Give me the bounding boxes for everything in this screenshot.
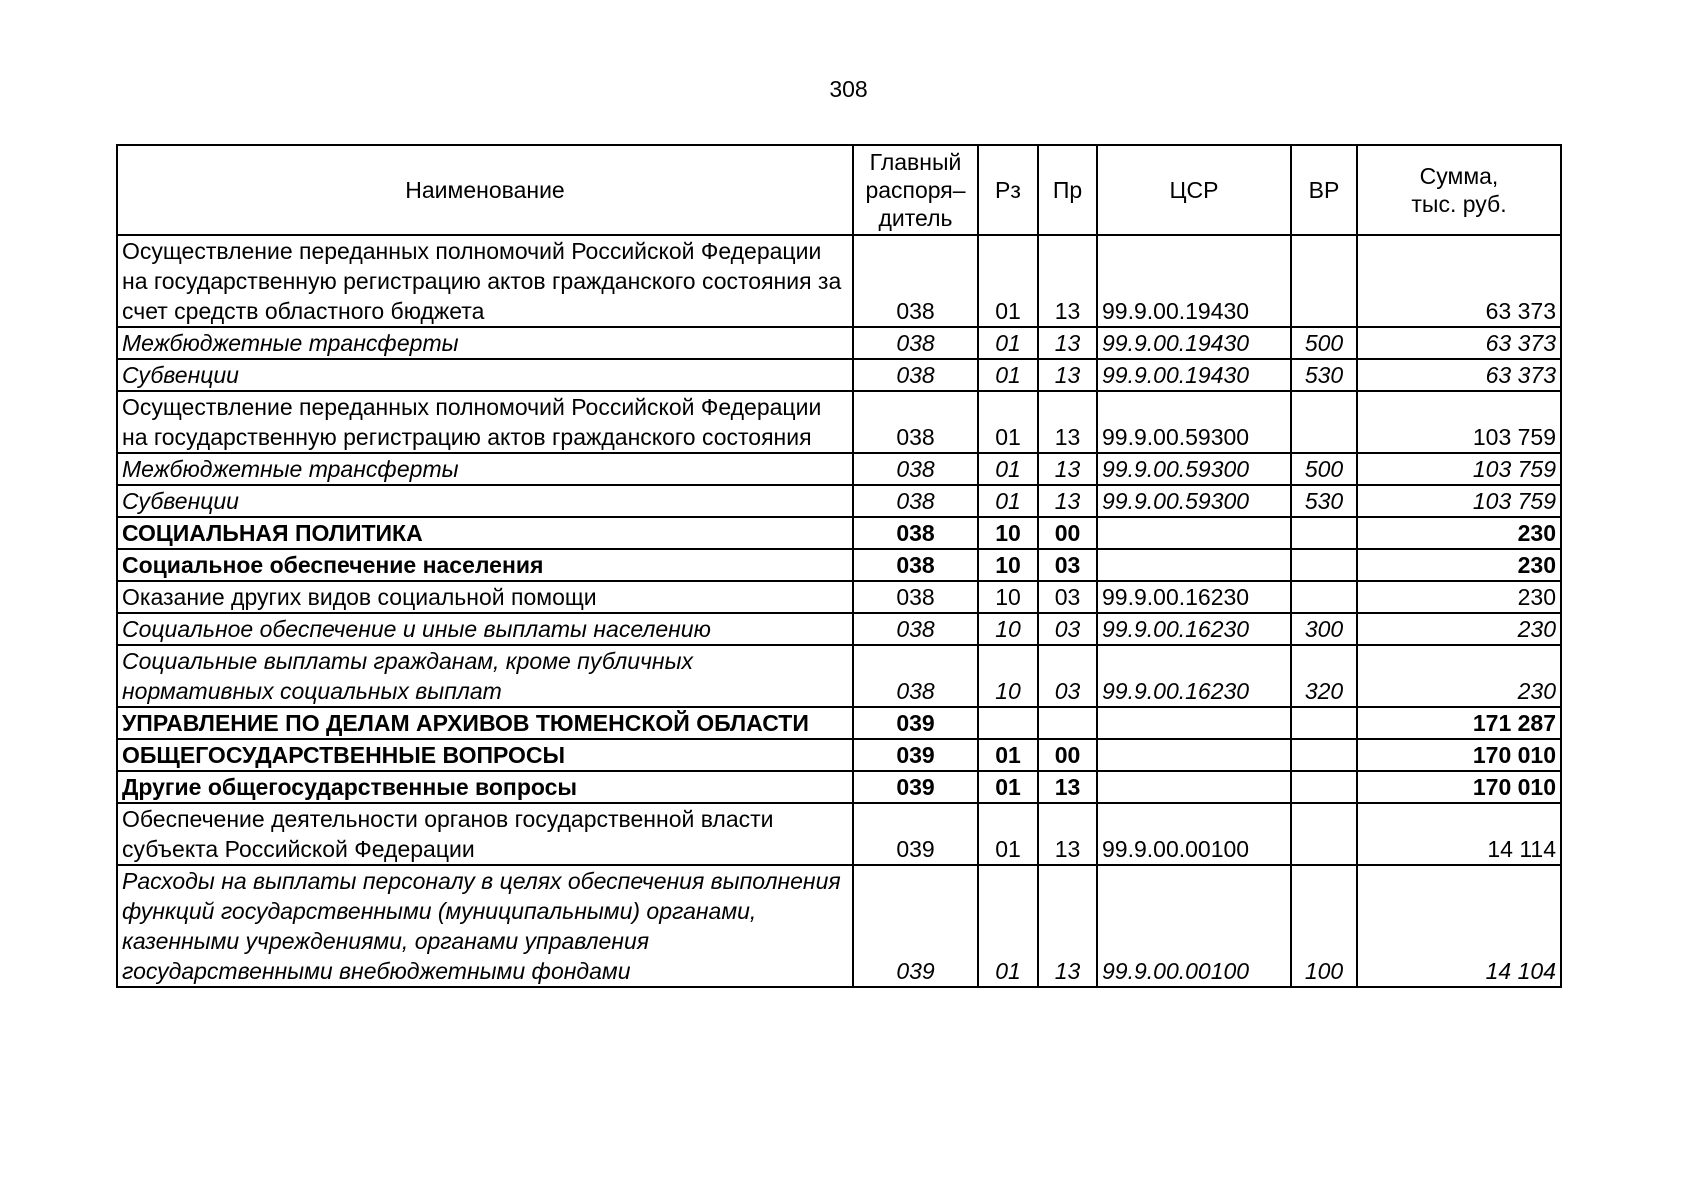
cell-pr: 03 — [1038, 549, 1097, 581]
table-row — [117, 359, 1561, 391]
cell-vr — [1291, 771, 1357, 803]
cell-rz: 10 — [978, 645, 1038, 707]
cell-pr: 13 — [1038, 771, 1097, 803]
cell-sum: 230 — [1357, 517, 1561, 549]
cell-csr: 99.9.00.16230 — [1097, 613, 1291, 645]
cell-vr: 530 — [1291, 359, 1357, 391]
cell-sum: 103 759 — [1357, 485, 1561, 517]
cell-name: Оказание других видов социальной помощи — [117, 581, 853, 613]
cell-vr: 320 — [1291, 645, 1357, 707]
cell-pr: 13 — [1038, 359, 1097, 391]
table-row — [117, 485, 1561, 517]
cell-pr: 00 — [1038, 517, 1097, 549]
cell-sum: 63 373 — [1357, 359, 1561, 391]
cell-csr — [1097, 771, 1291, 803]
cell-sum: 14 104 — [1357, 865, 1561, 987]
table-row — [117, 613, 1561, 645]
cell-rz — [978, 707, 1038, 739]
header-sum-line: Сумма, — [1419, 163, 1499, 189]
cell-rz: 01 — [978, 865, 1038, 987]
cell-csr — [1097, 739, 1291, 771]
cell-glavny: 038 — [853, 517, 978, 549]
header-glavny-line: дитель — [878, 205, 953, 231]
cell-csr: 99.9.00.00100 — [1097, 803, 1291, 865]
cell-glavny: 038 — [853, 549, 978, 581]
page-number: 308 — [829, 76, 868, 102]
cell-vr — [1291, 235, 1357, 327]
cell-vr: 500 — [1291, 453, 1357, 485]
cell-vr — [1291, 581, 1357, 613]
cell-glavny: 038 — [853, 485, 978, 517]
table-body — [117, 235, 1561, 987]
table-row — [117, 327, 1561, 359]
cell-vr: 500 — [1291, 327, 1357, 359]
cell-name: СОЦИАЛЬНАЯ ПОЛИТИКА — [117, 517, 853, 549]
cell-csr: 99.9.00.00100 — [1097, 865, 1291, 987]
cell-name: Осуществление переданных полномочий Российской Федерации на государственную регистрацию актов гражданского состояния за счет средств областного бюджета — [117, 235, 853, 327]
cell-name: Субвенции — [117, 359, 853, 391]
table-row — [117, 739, 1561, 771]
cell-csr: 99.9.00.59300 — [1097, 391, 1291, 453]
cell-rz: 01 — [978, 327, 1038, 359]
header-pr: Пр — [1038, 145, 1097, 235]
cell-sum: 170 010 — [1357, 739, 1561, 771]
cell-name: Осуществление переданных полномочий Российской Федерации на государственную регистрацию актов гражданского состояния — [117, 391, 853, 453]
cell-glavny: 038 — [853, 235, 978, 327]
table-row — [117, 707, 1561, 739]
cell-csr: 99.9.00.16230 — [1097, 645, 1291, 707]
cell-name: Обеспечение деятельности органов государственной власти субъекта Российской Федерации — [117, 803, 853, 865]
cell-glavny: 038 — [853, 581, 978, 613]
cell-pr: 03 — [1038, 645, 1097, 707]
cell-csr: 99.9.00.59300 — [1097, 453, 1291, 485]
cell-rz: 01 — [978, 771, 1038, 803]
cell-csr: 99.9.00.19430 — [1097, 235, 1291, 327]
cell-csr: 99.9.00.19430 — [1097, 359, 1291, 391]
cell-vr — [1291, 803, 1357, 865]
table-row — [117, 453, 1561, 485]
cell-name: Социальное обеспечение населения — [117, 549, 853, 581]
cell-vr — [1291, 707, 1357, 739]
cell-vr — [1291, 549, 1357, 581]
cell-glavny: 039 — [853, 803, 978, 865]
header-sum-line: тыс. руб. — [1411, 191, 1507, 217]
cell-vr — [1291, 391, 1357, 453]
cell-pr: 13 — [1038, 803, 1097, 865]
cell-rz: 10 — [978, 581, 1038, 613]
cell-name: Другие общегосударственные вопросы — [117, 771, 853, 803]
cell-sum: 103 759 — [1357, 453, 1561, 485]
cell-rz: 10 — [978, 517, 1038, 549]
cell-pr: 03 — [1038, 613, 1097, 645]
cell-name: Межбюджетные трансферты — [117, 327, 853, 359]
cell-name: Социальное обеспечение и иные выплаты населению — [117, 613, 853, 645]
cell-name: Расходы на выплаты персоналу в целях обеспечения выполнения функций государственными (муниципальными) органами, казенными учреждениями, органами управления государственными внебюджетными фондами — [117, 865, 853, 987]
cell-sum: 14 114 — [1357, 803, 1561, 865]
header-vr: ВР — [1291, 145, 1357, 235]
header-glavny-line: Главный — [869, 149, 962, 175]
cell-vr: 100 — [1291, 865, 1357, 987]
cell-csr: 99.9.00.19430 — [1097, 327, 1291, 359]
cell-pr: 13 — [1038, 235, 1097, 327]
cell-csr — [1097, 707, 1291, 739]
cell-sum: 230 — [1357, 645, 1561, 707]
cell-csr — [1097, 549, 1291, 581]
table-row — [117, 391, 1561, 453]
cell-glavny: 039 — [853, 771, 978, 803]
cell-glavny: 038 — [853, 613, 978, 645]
table-row — [117, 517, 1561, 549]
cell-name: Субвенции — [117, 485, 853, 517]
cell-csr — [1097, 517, 1291, 549]
cell-vr: 530 — [1291, 485, 1357, 517]
cell-sum: 170 010 — [1357, 771, 1561, 803]
cell-rz: 01 — [978, 485, 1038, 517]
cell-pr: 13 — [1038, 865, 1097, 987]
budget-table — [116, 144, 1562, 988]
cell-glavny: 038 — [853, 327, 978, 359]
cell-name: Социальные выплаты гражданам, кроме публичных нормативных социальных выплат — [117, 645, 853, 707]
header-rz: Рз — [978, 145, 1038, 235]
cell-glavny: 039 — [853, 707, 978, 739]
header-csr: ЦСР — [1097, 145, 1291, 235]
cell-rz: 10 — [978, 549, 1038, 581]
cell-rz: 01 — [978, 359, 1038, 391]
cell-rz: 01 — [978, 739, 1038, 771]
cell-pr — [1038, 707, 1097, 739]
cell-rz: 01 — [978, 235, 1038, 327]
cell-rz: 01 — [978, 453, 1038, 485]
cell-pr: 00 — [1038, 739, 1097, 771]
cell-name: ОБЩЕГОСУДАРСТВЕННЫЕ ВОПРОСЫ — [117, 739, 853, 771]
table-row — [117, 549, 1561, 581]
cell-sum: 230 — [1357, 613, 1561, 645]
table-row — [117, 645, 1561, 707]
cell-sum: 230 — [1357, 549, 1561, 581]
cell-csr: 99.9.00.59300 — [1097, 485, 1291, 517]
cell-name: УПРАВЛЕНИЕ ПО ДЕЛАМ АРХИВОВ ТЮМЕНСКОЙ ОБЛАСТИ — [117, 707, 853, 739]
cell-rz: 01 — [978, 803, 1038, 865]
table-row — [117, 235, 1561, 327]
cell-glavny: 038 — [853, 645, 978, 707]
cell-pr: 13 — [1038, 391, 1097, 453]
cell-glavny: 039 — [853, 865, 978, 987]
table-header-row — [117, 145, 1561, 235]
cell-sum: 103 759 — [1357, 391, 1561, 453]
table-row — [117, 581, 1561, 613]
cell-rz: 10 — [978, 613, 1038, 645]
cell-rz: 01 — [978, 391, 1038, 453]
cell-glavny: 038 — [853, 359, 978, 391]
cell-sum: 230 — [1357, 581, 1561, 613]
cell-sum: 171 287 — [1357, 707, 1561, 739]
table-row — [117, 803, 1561, 865]
cell-sum: 63 373 — [1357, 327, 1561, 359]
cell-glavny: 038 — [853, 453, 978, 485]
table-row — [117, 865, 1561, 987]
cell-pr: 13 — [1038, 453, 1097, 485]
cell-vr: 300 — [1291, 613, 1357, 645]
cell-vr — [1291, 739, 1357, 771]
cell-glavny: 038 — [853, 391, 978, 453]
cell-name: Межбюджетные трансферты — [117, 453, 853, 485]
cell-glavny: 039 — [853, 739, 978, 771]
header-glavny-line: распоря– — [865, 177, 966, 203]
cell-pr: 03 — [1038, 581, 1097, 613]
cell-pr: 13 — [1038, 485, 1097, 517]
cell-pr: 13 — [1038, 327, 1097, 359]
header-name: Наименование — [117, 145, 853, 235]
cell-csr: 99.9.00.16230 — [1097, 581, 1291, 613]
table-row — [117, 771, 1561, 803]
header-sum — [1357, 145, 1561, 235]
header-glavny — [853, 145, 978, 235]
cell-sum: 63 373 — [1357, 235, 1561, 327]
cell-vr — [1291, 517, 1357, 549]
